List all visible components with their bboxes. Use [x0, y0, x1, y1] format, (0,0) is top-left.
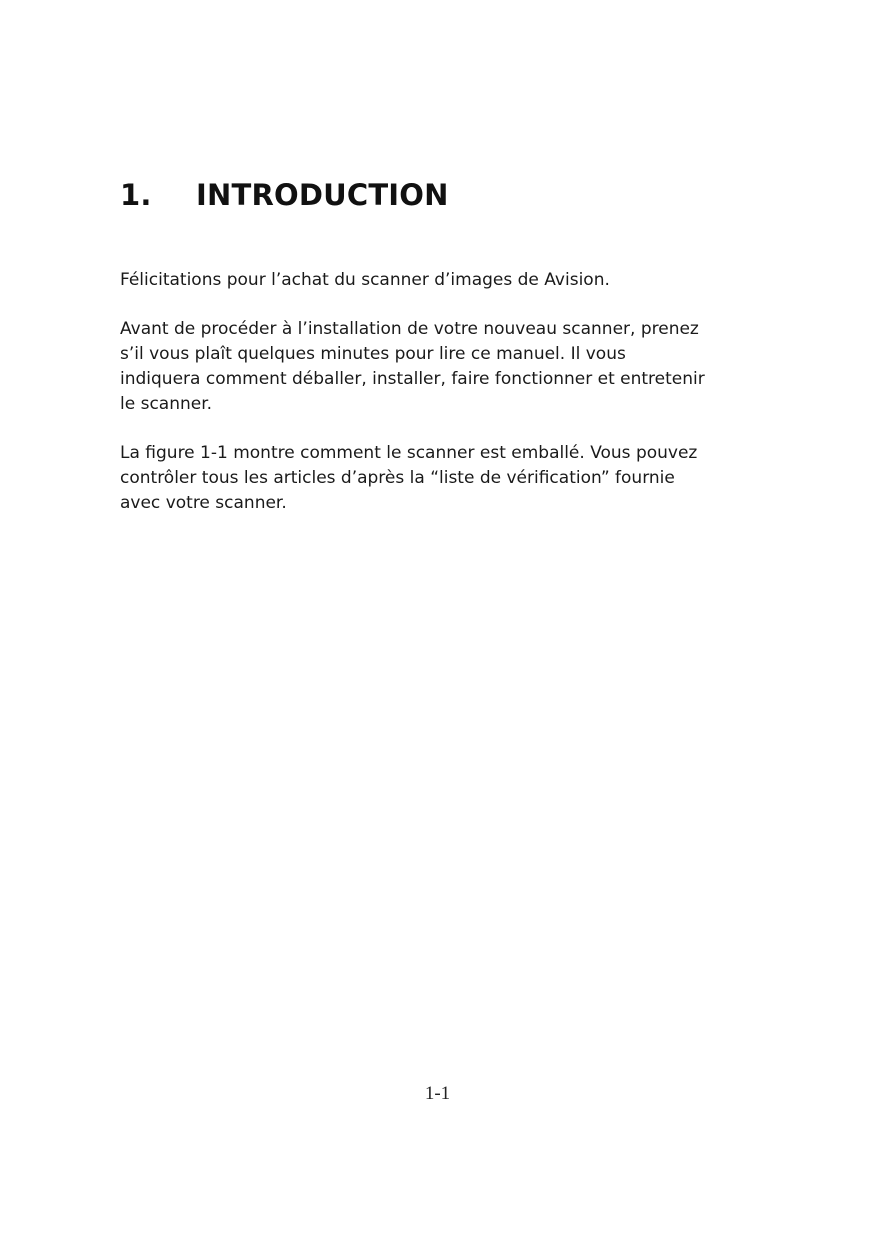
paragraph-packaging [120, 441, 780, 516]
paragraph-line: avec votre scanner. [120, 493, 287, 513]
paragraph-line: Félicitations pour l’achat du scanner d’images de Avision. [120, 270, 610, 290]
paragraph-line: La figure 1-1 montre comment le scanner est emballé. Vous pouvez [120, 443, 698, 463]
paragraph-congratulations [120, 268, 780, 293]
paragraph-line: contrôler tous les articles d’après la “liste de vérification” fournie [120, 468, 675, 488]
section-heading [120, 178, 449, 212]
paragraph-before-installation [120, 317, 780, 417]
paragraph-line: s’il vous plaît quelques minutes pour lire ce manuel. Il vous [120, 344, 626, 364]
section-title: INTRODUCTION [196, 178, 449, 212]
page-number: 1-1 [424, 1083, 451, 1104]
body-text [120, 268, 780, 540]
paragraph-line: Avant de procéder à l’installation de votre nouveau scanner, prenez [120, 319, 699, 339]
paragraph-line: le scanner. [120, 394, 213, 414]
paragraph-line: indiquera comment déballer, installer, faire fonctionner et entretenir [120, 369, 705, 389]
section-number: 1. [120, 178, 152, 212]
